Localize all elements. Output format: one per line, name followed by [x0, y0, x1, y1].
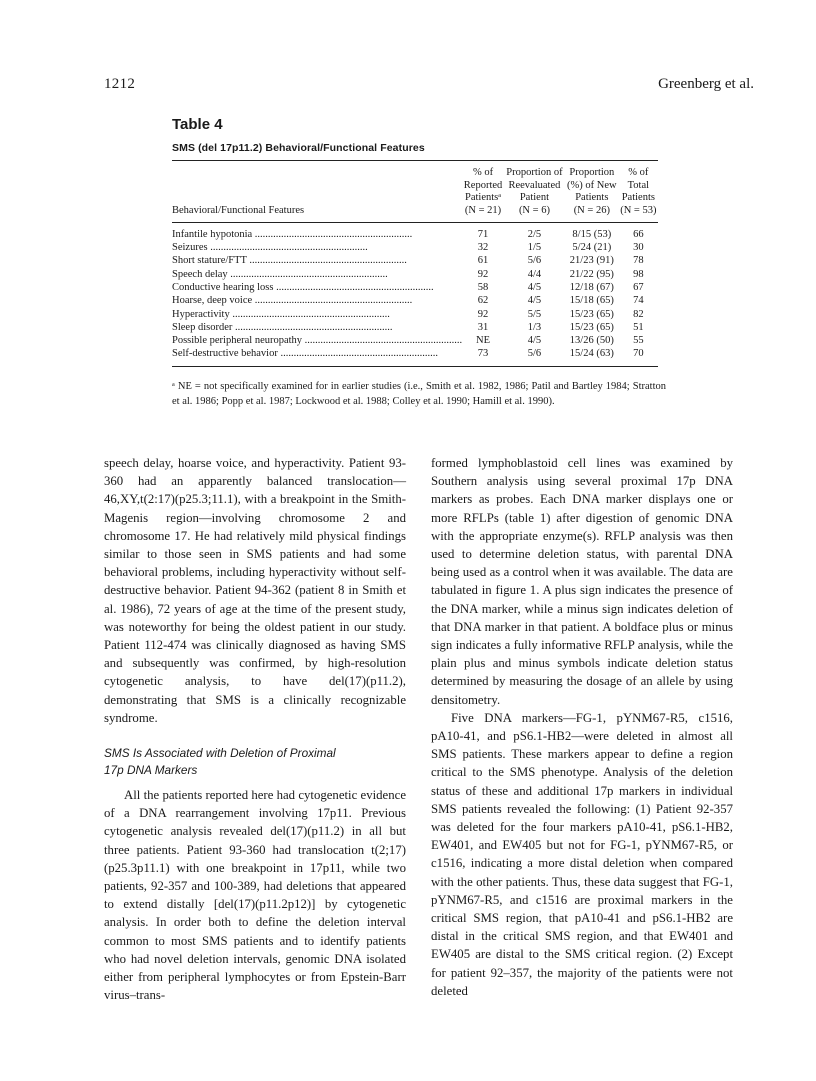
table-cell: 31 — [477, 321, 489, 333]
table-cell: 15/23 (65) — [569, 308, 614, 320]
table-cell: 58 — [477, 281, 489, 293]
table-cell: 71 — [477, 228, 489, 240]
table-row — [172, 268, 658, 281]
table-cell-feature: Possible peripheral neuropathy ............................................................ — [172, 335, 463, 347]
table-cell: 66 — [633, 228, 644, 240]
table-cell: 78 — [633, 255, 644, 267]
table-header-row — [172, 161, 658, 223]
table-cell: 4/5 — [527, 281, 542, 293]
table-cell-feature: Seizures ............................................................ — [172, 242, 368, 254]
table-row — [172, 282, 658, 295]
table-cell: 13/26 (50) — [569, 335, 614, 347]
paragraph: formed lymphoblastoid cell lines was examined by Southern analysis using several proximal 17p DNA markers as probes. Each DNA marker displays one or more RFLPs (table 1) after digestion of genomic DNA with the appropriate enzyme(s). RFLP analysis was then used to determine deletion status, with parental DNA being used as a control when it was available. The data are tabulated in figure 1. A plus sign indicates the presence of the DNA marker, while a minus sign indicates deletion of that DNA marker in that patient. A boldface plus or minus sign indicates a fully informative RFLP analysis, while the plain plus and minus symbols indicate deletion status determined by measuring the dosage of an allele by using densitometry. — [431, 456, 733, 707]
section-heading: SMS Is Associated with Deletion of Proximal 17p DNA Markers — [104, 746, 336, 777]
table-cell: 12/18 (67) — [569, 281, 614, 293]
paragraph: All the patients reported here had cytogenetic evidence of a DNA rearrangement involving 17p11. Previous cytogenetic analysis revealed del(17)(p11.2) in all but three patients. Patient 93-360 had translocation t(2;17)(p25.3p11.1) with one breakpoint in 17p11, while two patients, 92-357 and 100-389, had deletions that appeared to extend distally [del(17)(p11.2p12)] by cytogenetic analysis. In order both to define the deletion interval common to most SMS patients and to identify patients who had novel deletion intervals, genomic DNA isolated either from peripheral lymphocytes or from Epstein-Barr virus–trans- — [104, 788, 406, 1003]
table-cell: 92 — [477, 268, 489, 280]
table-cell: 30 — [633, 242, 644, 254]
table-cell-feature: Sleep disorder ............................................................ — [172, 321, 393, 333]
table-cell: 4/5 — [527, 295, 542, 307]
column-header-feature: Behavioral/Functional Features — [172, 161, 462, 223]
table-cell: 4/4 — [527, 268, 542, 280]
table-label: Table 4 — [172, 116, 223, 133]
paragraph: speech delay, hoarse voice, and hyperactivity. Patient 93-360 had an apparently balanced translocation—46,XY,t(2:17)(p25.3;11.1), with a breakpoint in the Smith-Magenis region—involving chromosome 2 and chromosome 17. He had relatively mild physical findings similar to those seen in SMS patients and had some behavioral problems, including hyperactivity without self-destructive behavior. Patient 94-362 (patient 8 in Smith et al. 1986), 72 years of age at the time of the present study, was noteworthy for being the oldest patient in our study. Patient 112-474 was clinically diagnosed as having SMS and subsequently was confirmed, by high-resolution cytogenetic analysis, to have del(17)(p11.2), demonstrating that SMS is a clinically recognizable syndrome. — [104, 456, 406, 725]
table-row — [172, 348, 658, 367]
table-cell: 61 — [477, 255, 489, 267]
column-header-new: Proportion (%) of New Patients (N = 26) — [565, 161, 619, 223]
table-cell: 21/23 (91) — [569, 255, 614, 267]
table-cell: 98 — [633, 268, 644, 280]
table-footnote: ᵃ NE = not specifically examined for in earlier studies (i.e., Smith et al. 1982, 1986; Patil and Bartley 1984; Stratton et al. 1986; Popp et al. 1987; Lockwood et al. 1988; Colley et al. 1990; Hamill et al. 1990). — [172, 381, 666, 407]
table-cell: 62 — [477, 295, 489, 307]
table-cell: 5/24 (21) — [572, 242, 612, 254]
table-row — [172, 321, 658, 334]
table-row — [172, 308, 658, 321]
table-cell: 5/6 — [527, 348, 542, 360]
table-cell-feature: Short stature/FTT ............................................................ — [172, 255, 407, 267]
table-cell-feature: Hyperactivity ............................................................ — [172, 308, 390, 320]
table-container — [172, 160, 658, 367]
column-header-reported: % of Reported Patientsᵃ (N = 21) — [462, 161, 504, 223]
table-title: SMS (del 17p11.2) Behavioral/Functional Features — [172, 142, 425, 154]
body-column-right — [431, 454, 733, 1000]
table-cell: 15/23 (65) — [569, 321, 614, 333]
table-cell: 74 — [633, 295, 644, 307]
column-header-total: % of Total Patients (N = 53) — [619, 161, 658, 223]
table-cell: 21/22 (95) — [569, 268, 614, 280]
table-cell: 73 — [477, 348, 489, 360]
table-cell: 5/6 — [527, 255, 542, 267]
table-row — [172, 295, 658, 308]
table-cell: 92 — [477, 308, 489, 320]
table-cell-feature: Hoarse, deep voice ............................................................ — [172, 295, 413, 307]
table-cell: 55 — [633, 335, 644, 347]
paragraph: Five DNA markers—FG-1, pYNM67-R5, c1516, pA10-41, and pS6.1-HB2—were deleted in almost all SMS patients. These markers appear to define a region critical to the SMS phenotype. Analysis of the deletion status of these and additional 17p markers in individual SMS patients revealed the following: (1) Patient 92-357 was deleted for the four markers pA10-41, pS6.1-HB2, EW401, and EW405 but not for FG-1, pYNM67-R5, or c1516, indicating a more distal deletion when compared with the other patients. Thus, these data suggest that FG-1, pYNM67-R5, and c1516 are proximal markers in the critical SMS region, that pA10-41 and pS6.1-HB2 are distal in the critical SMS region, and that EW401 and EW405 are distal to the SMS critical region. (2) Except for patient 92–357, the majority of the patients were not deleted — [431, 710, 733, 998]
table-cell: 2/5 — [527, 228, 542, 240]
table-cell-feature: Speech delay ............................................................ — [172, 268, 388, 280]
running-head: Greenberg et al. — [658, 76, 754, 92]
page-number: 1212 — [104, 76, 136, 92]
table-row — [172, 223, 658, 242]
column-header-reevaluated: Proportion of Reevaluated Patient (N = 6) — [504, 161, 565, 223]
table-cell: 1/3 — [527, 321, 542, 333]
behavioral-features-table — [172, 160, 658, 367]
table-cell: 32 — [477, 242, 489, 254]
table-cell-feature: Infantile hypotonia ............................................................ — [172, 228, 413, 240]
table-cell: 51 — [633, 321, 644, 333]
table-cell-feature: Conductive hearing loss ............................................................ — [172, 281, 434, 293]
table-row — [172, 242, 658, 255]
table-cell: 70 — [633, 348, 644, 360]
table-cell: 1/5 — [527, 242, 542, 254]
table-cell: 67 — [633, 281, 644, 293]
table-cell: 4/5 — [527, 335, 542, 347]
table-row — [172, 335, 658, 348]
table-cell: 15/24 (63) — [569, 348, 614, 360]
table-cell: 82 — [633, 308, 644, 320]
table-cell: 8/15 (53) — [572, 228, 612, 240]
table-row — [172, 255, 658, 268]
table-cell: 5/5 — [527, 308, 542, 320]
body-column-left — [104, 454, 406, 1004]
table-cell: NE — [476, 335, 491, 347]
table-cell-feature: Self-destructive behavior ............................................................ — [172, 348, 438, 360]
table-cell: 15/18 (65) — [569, 295, 614, 307]
